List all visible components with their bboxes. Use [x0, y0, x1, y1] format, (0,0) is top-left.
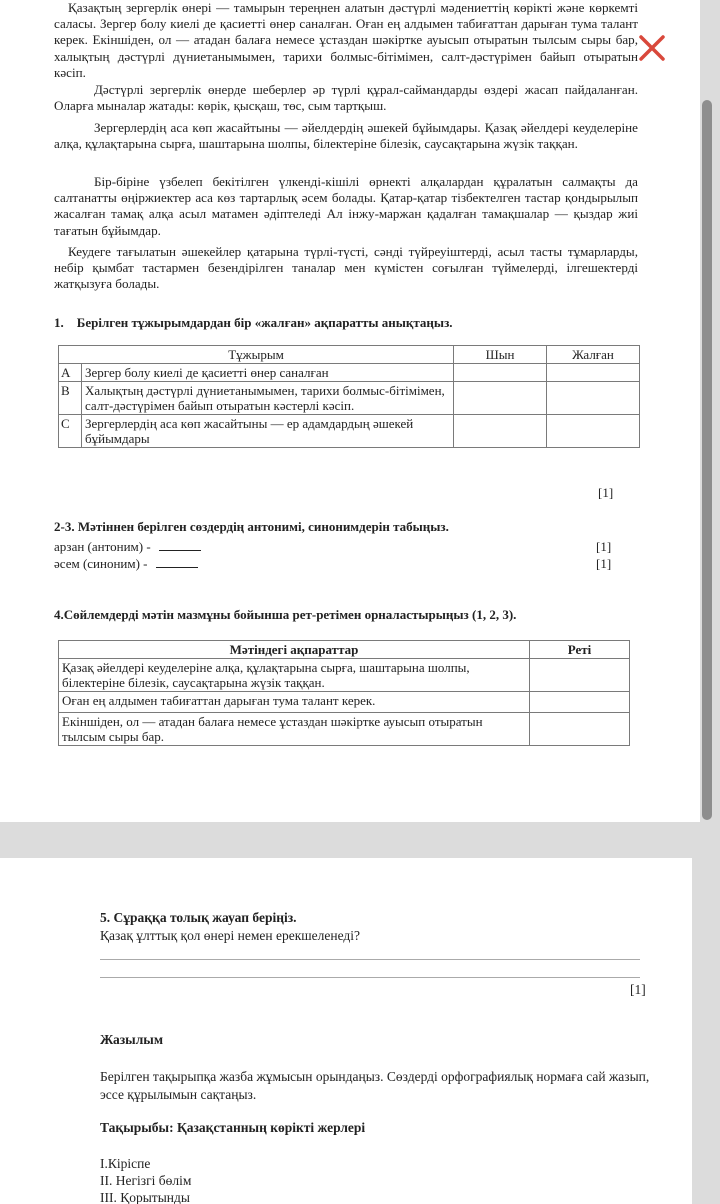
table-row	[59, 713, 630, 746]
score-mark: [1]	[598, 485, 614, 500]
order-answer-cell[interactable]	[530, 713, 630, 746]
passage-paragraph-4: Бір-біріне үзбелеп бекітілген үлкенді-кішілі өрнекті алқалардан құралатын салмақты да салтанатты өңіржиектер аса көз тартарлық әсем болады. Қатар-қатар тізбектелген тастар қондырылып жасалған тамақ алқа асыл матамен әдіптеледі Ал інжу-маржан қадалған тамақшалар — қыздар жиі тағатын бұйымдар.	[54, 174, 638, 238]
writing-instruction: Берілген тақырыпқа жазба жұмысын орындаңыз. Сөздерді орфографиялық нормаға сай жазып, эссе құрылымын сақтаңыз.	[100, 1069, 650, 1102]
row-statement: Халықтың дәстүрлі дүниетанымымен, тарихи болмыс-бітімімен, салт-дәстүрімен байып отыратын кәстерлі кәсіп.	[82, 382, 454, 415]
row-information: Екіншіден, ол — атадан балаға немесе ұстаздан шәкіртке ауысып отыратын тылсым сыры бар.	[59, 713, 530, 746]
row-information: Оған ең алдымен табиғаттан дарыған тума талант керек.	[59, 692, 530, 713]
row-statement: Зергерлердің аса көп жасайтыны — ер адамдардың әшекей бұйымдары	[82, 415, 454, 448]
table-row	[59, 382, 640, 415]
answer-line[interactable]	[100, 959, 640, 960]
outline-item: II. Негізгі бөлім	[100, 1173, 192, 1188]
writing-topic: Тақырыбы: Қазақстанның көрікті жерлері	[100, 1120, 366, 1135]
writing-heading: Жазылым	[100, 1032, 164, 1047]
false-answer-cell[interactable]	[547, 364, 640, 382]
passage-paragraph-2: Дәстүрлі зергерлік өнерде шеберлер әр түрлі құрал-саймандарды өздері жасап пайдаланған. Оларға мыналар жатады: көрік, қысқаш, төс, сым тартқыш.	[54, 82, 638, 114]
passage-paragraph-5: Кеудеге тағылатын әшекейлер қатарына түрлі-түсті, сәнді түйреуіштерді, асыл тасты тұмарларды, небір қымбат тастармен безендірілген таналар мен күмістен соғылған түймелерді, ілгешектерді жатқызуға болады.	[54, 244, 638, 292]
row-information: Қазақ әйелдері кеуделеріне алқа, құлақтарына сырға, шаштарына шолпы, білектеріне білезік, саусақтарына жүзік таққан.	[59, 659, 530, 692]
table-row	[59, 659, 630, 692]
outline-item: I.Кіріспе	[100, 1156, 151, 1171]
row-letter: A	[59, 364, 82, 382]
score-mark: [1]	[596, 556, 612, 571]
score-mark: [1]	[630, 982, 646, 997]
table-row	[59, 415, 640, 448]
false-answer-cell[interactable]	[547, 382, 640, 415]
header-false: Жалған	[547, 346, 640, 364]
question-5-title: 5. Сұраққа толық жауап беріңіз.	[100, 910, 297, 925]
order-answer-cell[interactable]	[530, 692, 630, 713]
score-mark: [1]	[596, 539, 612, 554]
question-2-3-title: 2-3. Мәтіннен берілген сөздердің антонимі, синонимдерін табыңыз.	[54, 519, 449, 534]
synonym-answer-blank[interactable]	[156, 567, 198, 568]
table-header-row	[59, 641, 630, 659]
table-row	[59, 692, 630, 713]
question-5-text: Қазақ ұлттық қол өнері немен ерекшеленеді?	[100, 928, 361, 943]
synonym-label: әсем (синоним) -	[54, 556, 148, 571]
antonym-label: арзан (антоним) -	[54, 539, 151, 554]
true-answer-cell[interactable]	[454, 415, 547, 448]
document-page-2	[0, 858, 692, 1204]
passage-paragraph-3: Зергерлердің аса көп жасайтыны — әйелдердің әшекей бұйымдары. Қазақ әйелдері кеуделеріне алқа, құлақтарына сырға, шаштарына шолпы, білектеріне білезік, саусақтарына жүзік таққан.	[54, 120, 638, 152]
row-letter: B	[59, 382, 82, 415]
table-header-row	[59, 346, 640, 364]
question-4-title: 4.Сөйлемдерді мәтін мазмұны бойынша рет-ретімен орналастырыңыз (1, 2, 3).	[54, 607, 517, 622]
header-order: Реті	[530, 641, 630, 659]
true-answer-cell[interactable]	[454, 364, 547, 382]
antonym-line	[54, 539, 201, 555]
order-answer-cell[interactable]	[530, 659, 630, 692]
true-false-table	[58, 345, 640, 448]
answer-line[interactable]	[100, 977, 640, 978]
close-icon[interactable]	[637, 33, 667, 63]
question-1-title: 1. Берілген тұжырымдардан бір «жалған» ақпаратты анықтаңыз.	[54, 315, 453, 330]
true-answer-cell[interactable]	[454, 382, 547, 415]
vertical-scrollbar[interactable]	[702, 100, 712, 820]
table-row	[59, 364, 640, 382]
antonym-answer-blank[interactable]	[159, 550, 201, 551]
ordering-table	[58, 640, 630, 746]
header-true: Шын	[454, 346, 547, 364]
row-statement: Зергер болу киелі де қасиетті өнер саналған	[82, 364, 454, 382]
outline-item: III. Қорытынды	[100, 1190, 190, 1204]
header-information: Мәтіндегі ақпараттар	[59, 641, 530, 659]
false-answer-cell[interactable]	[547, 415, 640, 448]
passage-paragraph-1: Қазақтың зергерлік өнері — тамырын тереңнен алатын дәстүрлі мәдениеттің көрікті және көркемті саласы. Зергер болу киелі де қасиетті өнер саналған. Оған ең алдымен табиғаттан дарыған тума талант керек. Екіншіден, ол — атадан балаға немесе ұстаздан шәкіртке ауысып отыратын тылсым сыры бар, халықтың дәстүрлі дүниетанымымен, тарихи болмыс-бітімімен, салт-дәстүрімен байып отыратын кәсіп.	[54, 0, 638, 80]
header-statement: Тұжырым	[59, 346, 454, 364]
synonym-line	[54, 556, 198, 572]
row-letter: C	[59, 415, 82, 448]
